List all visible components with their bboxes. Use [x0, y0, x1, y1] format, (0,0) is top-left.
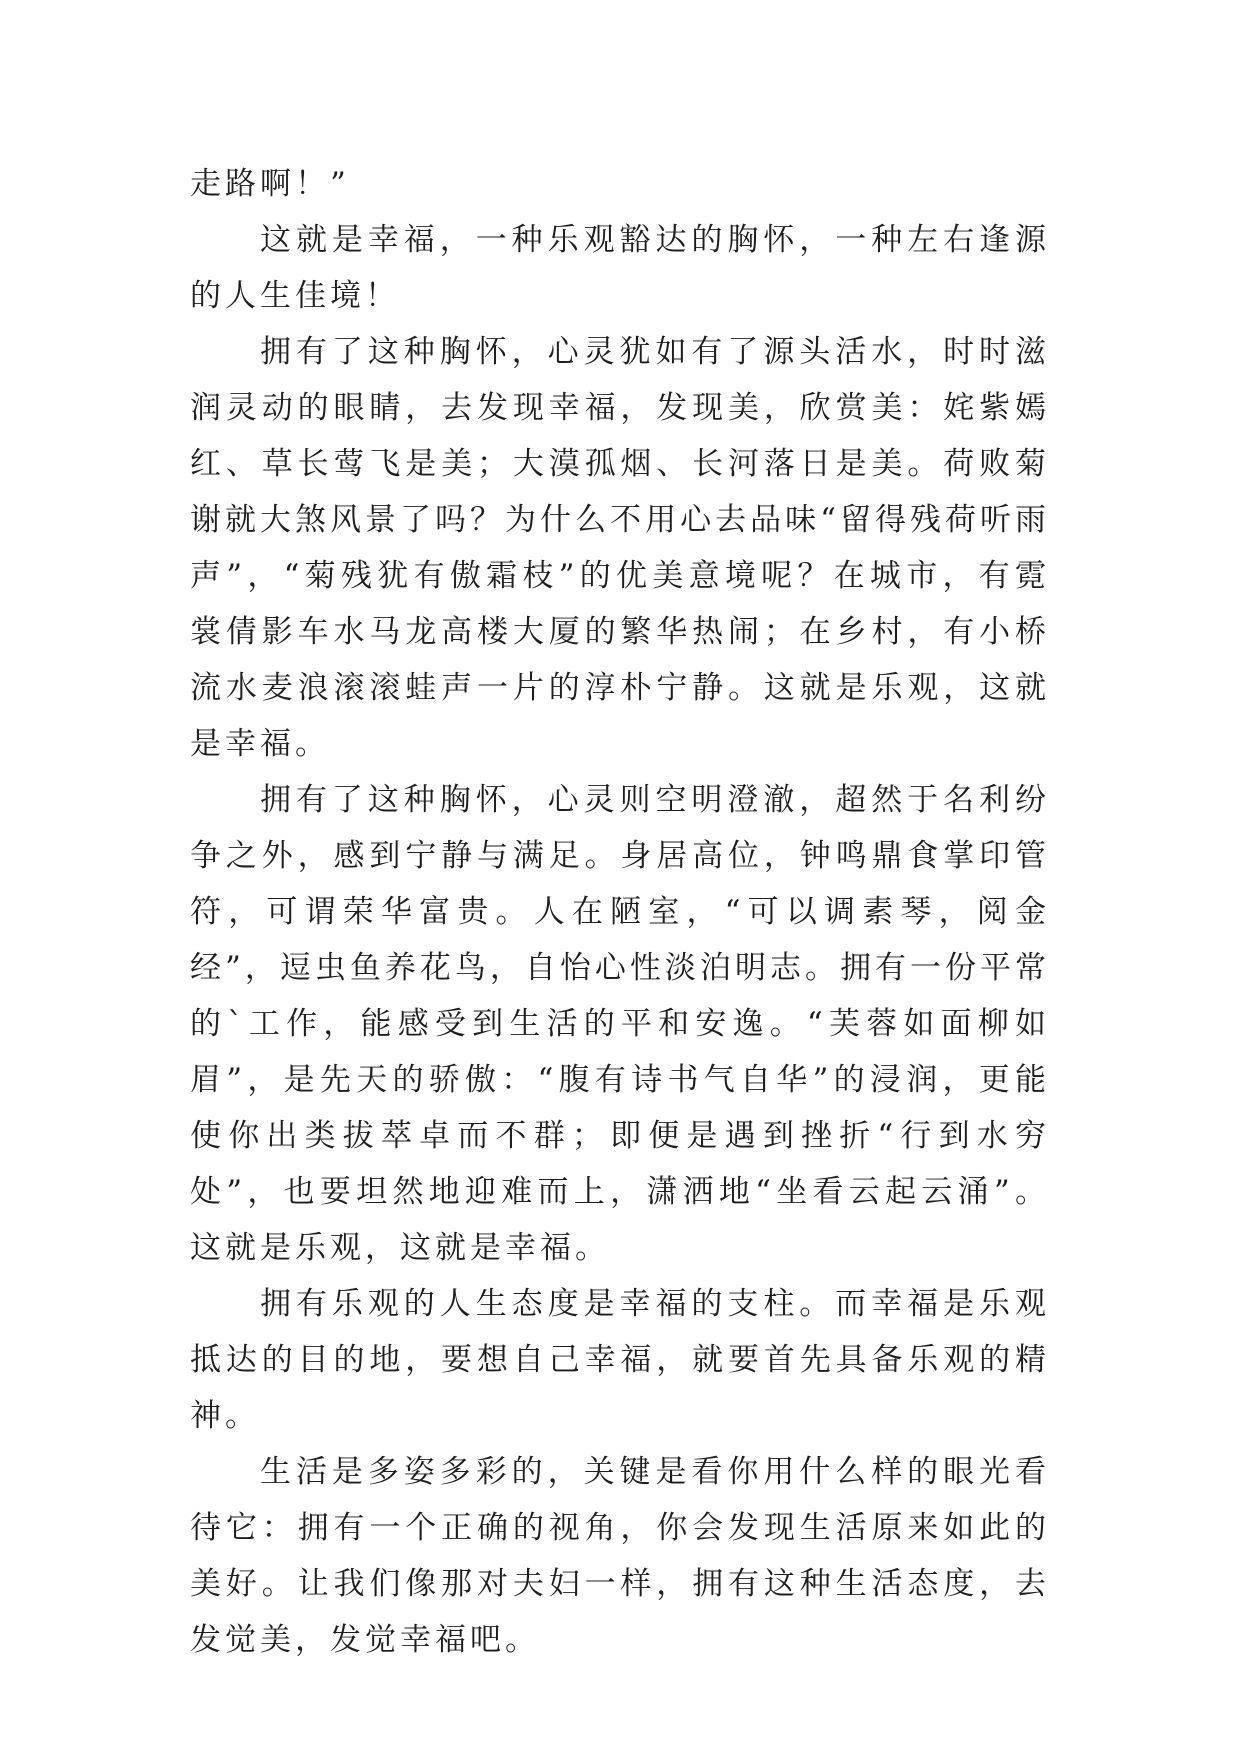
paragraph-conclusion: 生活是多姿多彩的，关键是看你用什么样的眼光看待它：拥有一个正确的视角，你会发现生活原来如此的美好。让我们像那对夫妇一样，拥有这种生活态度，去发觉美，发觉幸福吧。 — [190, 1454, 1050, 1658]
paragraph-continuation: 走路啊！” — [190, 166, 350, 202]
paragraph-happiness-definition: 这就是幸福，一种乐观豁达的胸怀，一种左右逢源的人生佳境！ — [190, 222, 1050, 314]
essay-body — [190, 156, 1050, 1668]
paragraph-optimism-pillar: 拥有乐观的人生态度是幸福的支柱。而幸福是乐观抵达的目的地，要想自己幸福，就要首先具备乐观的精神。 — [190, 1286, 1050, 1434]
paragraph-discover-beauty: 拥有了这种胸怀，心灵犹如有了源头活水，时时滋润灵动的眼睛，去发现幸福，发现美，欣赏美：姹紫嫣红、草长莺飞是美；大漠孤烟、长河落日是美。荷败菊谢就大煞风景了吗？为什么不用心去品味“留得残荷听雨声”，“菊残犹有傲霜枝”的优美意境呢？在城市，有霓裳倩影车水马龙高楼大厦的繁华热闹；在乡村，有小桥流水麦浪滚滚蛙声一片的淳朴宁静。这就是乐观，这就是幸福。 — [190, 334, 1050, 762]
paragraph-inner-peace: 拥有了这种胸怀，心灵则空明澄澈，超然于名利纷争之外，感到宁静与满足。身居高位，钟鸣鼎食掌印管符，可谓荣华富贵。人在陋室，“可以调素琴，阅金经”，逗虫鱼养花鸟，自怡心性淡泊明志。拥有一份平常的`工作，能感受到生活的平和安逸。“芙蓉如面柳如眉”，是先天的骄傲：“腹有诗书气自华”的浸润，更能使你出类拔萃卓而不群；即便是遇到挫折“行到水穷处”，也要坦然地迎难而上，潇洒地“坐看云起云涌”。这就是乐观，这就是幸福。 — [190, 782, 1050, 1266]
